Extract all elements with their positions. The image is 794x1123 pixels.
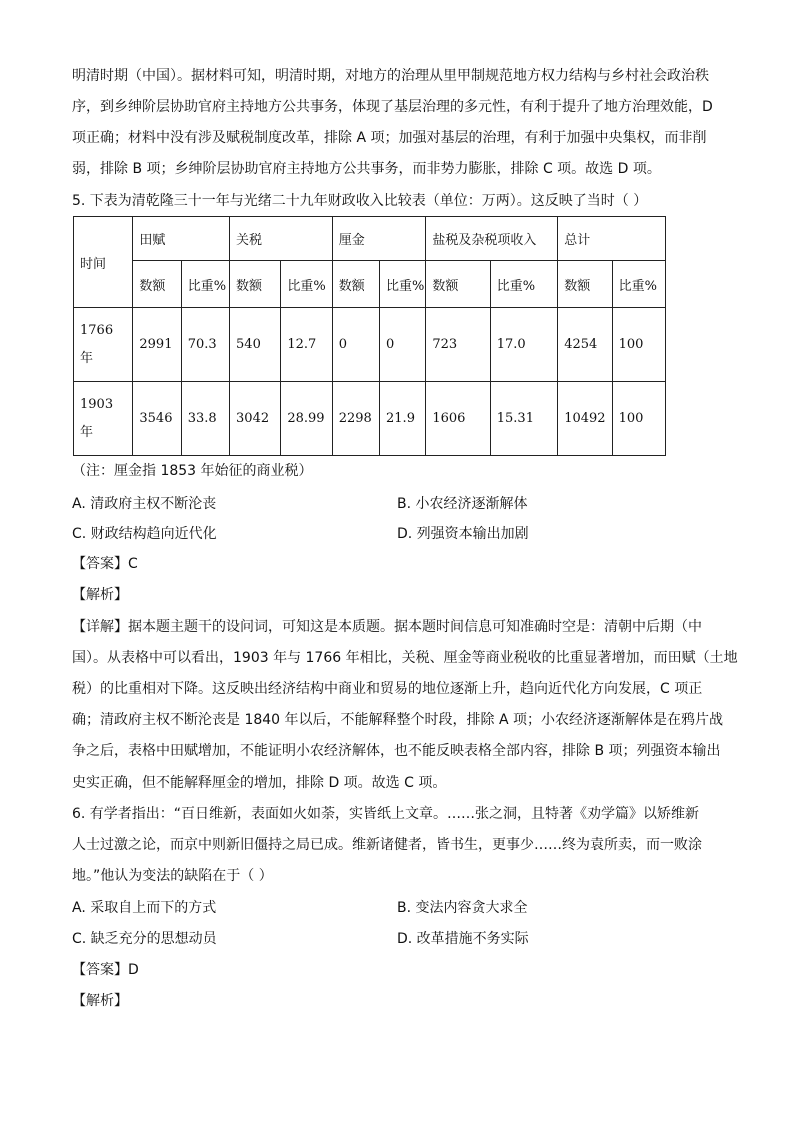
q6-option-a: A. 采取自上而下的方式 bbox=[72, 900, 217, 916]
sub-header: 数额 bbox=[426, 261, 490, 308]
year-cell bbox=[74, 308, 133, 382]
detail-line: 国）。从表格中可以看出，1903 年与 1766 年相比，关税、厘金等商业税收的比重显著增加，而田赋（土地 bbox=[72, 650, 738, 666]
table-cell: 3042 bbox=[230, 382, 281, 456]
table-cell: 3546 bbox=[133, 382, 181, 456]
table-cell: 21.9 bbox=[380, 382, 426, 456]
table-cell: 4254 bbox=[558, 308, 612, 382]
table-cell: 100 bbox=[612, 382, 665, 456]
table-cell: 2298 bbox=[332, 382, 379, 456]
table-cell: 540 bbox=[230, 308, 281, 382]
answer-tag: 【答案】 bbox=[72, 962, 128, 978]
q5-option-c: C. 财政结构趋向近代化 bbox=[72, 526, 217, 542]
question-6-stem: 地。”他认为变法的缺陷在于（ ） bbox=[72, 868, 273, 884]
finance-table bbox=[73, 216, 666, 456]
group-header: 厘金 bbox=[332, 217, 426, 261]
q6-option-c: C. 缺乏充分的思想动员 bbox=[72, 931, 217, 947]
detail-line: 确；清政府主权不断沦丧是 1840 年以后，不能解释整个时段，排除 A 项；小农经济逐渐解体是在鸦片战 bbox=[72, 712, 724, 728]
sub-header: 数额 bbox=[133, 261, 181, 308]
group-header: 田赋 bbox=[133, 217, 230, 261]
year-unit: 年 bbox=[80, 424, 94, 440]
question-5-stem: 5. 下表为清乾隆三十一年与光绪二十九年财政收入比较表（单位：万两）。这反映了当时（ ） bbox=[72, 193, 648, 209]
table-cell: 10492 bbox=[558, 382, 612, 456]
sub-header: 比重% bbox=[612, 261, 665, 308]
table-cell: 70.3 bbox=[181, 308, 229, 382]
sub-header: 比重% bbox=[281, 261, 332, 308]
table-cell: 17.0 bbox=[490, 308, 557, 382]
q5-option-a: A. 清政府主权不断沦丧 bbox=[72, 496, 217, 512]
detail-line: 【详解】据本题主题干的设问词，可知这是本质题。据本题时间信息可知准确时空是：清朝中后期（中 bbox=[72, 619, 702, 635]
answer-value: C bbox=[128, 556, 138, 572]
question-6-stem: 6. 有学者指出：“百日维新，表面如火如荼，实皆纸上文章。……张之洞，且特著《劝学篇》以矫维新 bbox=[72, 806, 700, 822]
q6-analysis-tag: 【解析】 bbox=[72, 993, 128, 1009]
sub-header: 比重% bbox=[380, 261, 426, 308]
table-cell: 15.31 bbox=[490, 382, 557, 456]
group-header: 关税 bbox=[230, 217, 333, 261]
table-cell: 0 bbox=[332, 308, 379, 382]
table-cell: 2991 bbox=[133, 308, 181, 382]
q5-answer bbox=[72, 554, 138, 574]
table-row bbox=[74, 308, 666, 382]
table-cell: 100 bbox=[612, 308, 665, 382]
sub-header: 比重% bbox=[490, 261, 557, 308]
paragraph-line: 弱，排除 B 项；乡绅阶层协助官府主持地方公共事务，而非势力膨胀，排除 C 项。故选 D 项。 bbox=[72, 161, 661, 177]
group-header: 盐税及杂税项收入 bbox=[426, 217, 558, 261]
year-unit: 年 bbox=[80, 350, 94, 366]
detail-line: 税）的比重相对下降。这反映出经济结构中商业和贸易的地位逐渐上升，趋向近代化方向发展，C 项正 bbox=[72, 681, 703, 697]
paragraph-line: 项正确；材料中没有涉及赋税制度改革，排除 A 项；加强对基层的治理，有利于加强中央集权，而非削 bbox=[72, 130, 707, 146]
sub-header: 比重% bbox=[181, 261, 229, 308]
q5-option-b: B. 小农经济逐渐解体 bbox=[397, 496, 528, 512]
year-value: 1766 bbox=[80, 322, 114, 338]
sub-header: 数额 bbox=[230, 261, 281, 308]
q6-option-b: B. 变法内容贪大求全 bbox=[397, 900, 528, 916]
q6-option-d: D. 改革措施不务实际 bbox=[397, 931, 529, 947]
table-cell: 12.7 bbox=[281, 308, 332, 382]
detail-line: 争之后，表格中田赋增加，不能证明小农经济解体，也不能反映表格全部内容，排除 B 项；列强资本输出 bbox=[72, 743, 721, 759]
q5-option-d: D. 列强资本输出加剧 bbox=[397, 526, 529, 542]
group-header: 总计 bbox=[558, 217, 666, 261]
year-cell bbox=[74, 382, 133, 456]
question-6-stem: 人士过激之论，而京中则新旧僵持之局已成。维新诸健者，皆书生，更事少……终为袁所卖，而一败涂 bbox=[72, 837, 702, 853]
year-value: 1903 bbox=[80, 396, 114, 412]
table-note: （注：厘金指 1853 年始征的商业税） bbox=[72, 463, 313, 479]
sub-header: 数额 bbox=[558, 261, 612, 308]
table-cell: 0 bbox=[380, 308, 426, 382]
paragraph-line: 序，到乡绅阶层协助官府主持地方公共事务，体现了基层治理的多元性，有利于提升了地方治理效能，D bbox=[72, 99, 713, 115]
answer-tag: 【答案】 bbox=[72, 556, 128, 572]
table-cell: 33.8 bbox=[181, 382, 229, 456]
detail-line: 史实正确，但不能解释厘金的增加，排除 D 项。故选 C 项。 bbox=[72, 775, 447, 791]
table-cell: 723 bbox=[426, 308, 490, 382]
time-header: 时间 bbox=[74, 217, 133, 308]
sub-header: 数额 bbox=[332, 261, 379, 308]
table-cell: 1606 bbox=[426, 382, 490, 456]
table-cell: 28.99 bbox=[281, 382, 332, 456]
q6-answer bbox=[72, 960, 139, 980]
table-row bbox=[74, 382, 666, 456]
paragraph-line: 明清时期（中国）。据材料可知，明清时期，对地方的治理从里甲制规范地方权力结构与乡村社会政治秩 bbox=[72, 68, 709, 84]
answer-value: D bbox=[128, 962, 139, 978]
q5-analysis-tag: 【解析】 bbox=[72, 587, 128, 603]
